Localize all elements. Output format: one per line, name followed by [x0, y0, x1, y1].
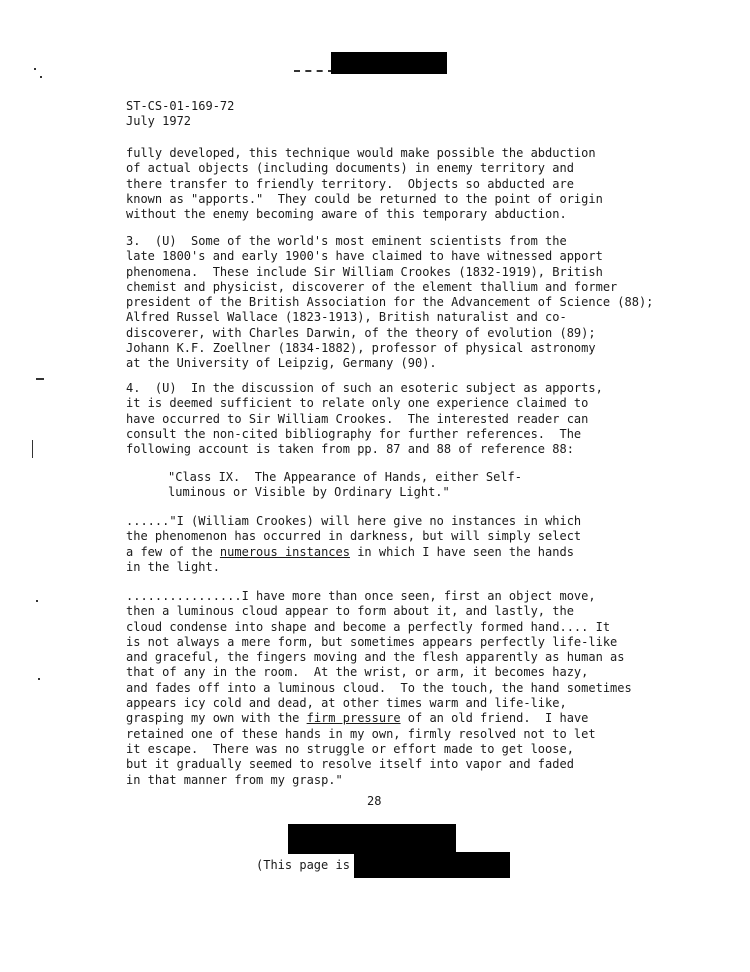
text-line: and graceful, the fingers moving and the flesh apparently as human as	[126, 650, 625, 665]
text-line: ......"I (William Crookes) will here give no instances in which	[126, 514, 582, 528]
text-line: "Class IX. The Appearance of Hands, either Self-	[168, 470, 523, 484]
margin-mark	[36, 378, 44, 380]
page-number: 28	[367, 794, 382, 808]
text-line: late 1800's and early 1900's have claimed to have witnessed apport	[126, 249, 603, 264]
text-line: following account is taken from pp. 87 and 88 of reference 88:	[126, 442, 574, 457]
text-line: have occurred to Sir William Crookes. The interested reader can	[126, 411, 589, 426]
redaction-bar-top	[331, 52, 447, 74]
text-line: phenomena. These include Sir William Crookes (1832-1919), British	[126, 264, 603, 279]
text-line: at the University of Leipzig, Germany (90).	[126, 356, 437, 371]
document-date: July 1972	[126, 114, 192, 128]
text-line: appears icy cold and dead, at other times warm and life-like,	[126, 696, 567, 711]
redaction-bar-footer-lower	[354, 852, 510, 878]
quote-passage-2	[126, 589, 726, 788]
text-line: in that manner from my grasp."	[126, 772, 343, 787]
text-line: the phenomenon has occurred in darkness, but will simply select	[126, 529, 582, 544]
text-line: consult the non-cited bibliography for further references. The	[126, 426, 582, 441]
text-line: then a luminous cloud appear to form about it, and lastly, the	[126, 604, 574, 619]
text-span: grasping my own with the	[126, 711, 307, 726]
header-dash-mark	[294, 70, 334, 72]
text-line: there transfer to friendly territory. Objects so abducted are	[126, 176, 574, 191]
text-line: retained one of these hands in my own, firmly resolved not to let	[126, 726, 596, 741]
text-line: fully developed, this technique would make possible the abduction	[126, 146, 596, 160]
text-line: and fades off into a luminous cloud. To the touch, the hand sometimes	[126, 680, 632, 695]
text-line: 3. (U) Some of the world's most eminent scientists from the	[126, 234, 567, 248]
classification-stub: (This page is	[256, 858, 350, 872]
text-line: 4. (U) In the discussion of such an esoteric subject as apports,	[126, 381, 603, 395]
text-line: cloud condense into shape and become a perfectly formed hand.... It	[126, 619, 611, 634]
intro-paragraph	[126, 146, 726, 222]
text-line: but it gradually seemed to resolve itself into vapor and faded	[126, 757, 574, 772]
margin-mark	[38, 678, 40, 680]
text-line: of actual objects (including documents) in enemy territory and	[126, 161, 574, 176]
paragraph-3	[126, 234, 726, 372]
text-span: a few of the	[126, 544, 220, 559]
text-line: that of any in the room. At the wrist, or arm, it becomes hazy,	[126, 665, 589, 680]
text-line: ................I have more than once seen, first an object move,	[126, 589, 596, 603]
quote-passage-1	[126, 514, 726, 575]
text-span: in which I have seen the hands	[349, 544, 574, 559]
text-line: it is deemed sufficient to relate only one experience claimed to	[126, 396, 589, 411]
text-line: discoverer, with Charles Darwin, of the theory of evolution (89);	[126, 325, 596, 340]
redaction-bar-footer-upper	[288, 824, 456, 854]
text-line: Johann K.F. Zoellner (1834-1882), professor of physical astronomy	[126, 341, 596, 356]
margin-mark	[40, 76, 42, 78]
text-span: of an old friend. I have	[400, 711, 589, 726]
text-line: known as "apports." They could be returned to the point of origin	[126, 191, 603, 206]
underlined-phrase: numerous instances	[219, 544, 350, 559]
margin-mark	[32, 440, 33, 458]
text-line: president of the British Association for the Advancement of Science (88);	[126, 295, 654, 310]
text-line: Alfred Russel Wallace (1823-1913), British naturalist and co-	[126, 310, 567, 325]
quote-title	[168, 470, 708, 501]
margin-mark	[36, 600, 38, 602]
document-number: ST-CS-01-169-72	[126, 99, 235, 113]
margin-mark	[34, 68, 36, 70]
text-line: chemist and physicist, discoverer of the element thallium and former	[126, 279, 618, 294]
text-line: luminous or Visible by Ordinary Light."	[168, 485, 450, 500]
text-line: is not always a mere form, but sometimes appears perfectly life-like	[126, 634, 618, 649]
underlined-phrase: firm pressure	[306, 711, 401, 726]
text-line	[126, 711, 726, 726]
paragraph-4	[126, 381, 726, 457]
text-line: in the light.	[126, 559, 220, 574]
text-line: it escape. There was no struggle or effort made to get loose,	[126, 741, 574, 756]
text-line: without the enemy becoming aware of this temporary abduction.	[126, 207, 567, 222]
text-line	[126, 545, 726, 560]
